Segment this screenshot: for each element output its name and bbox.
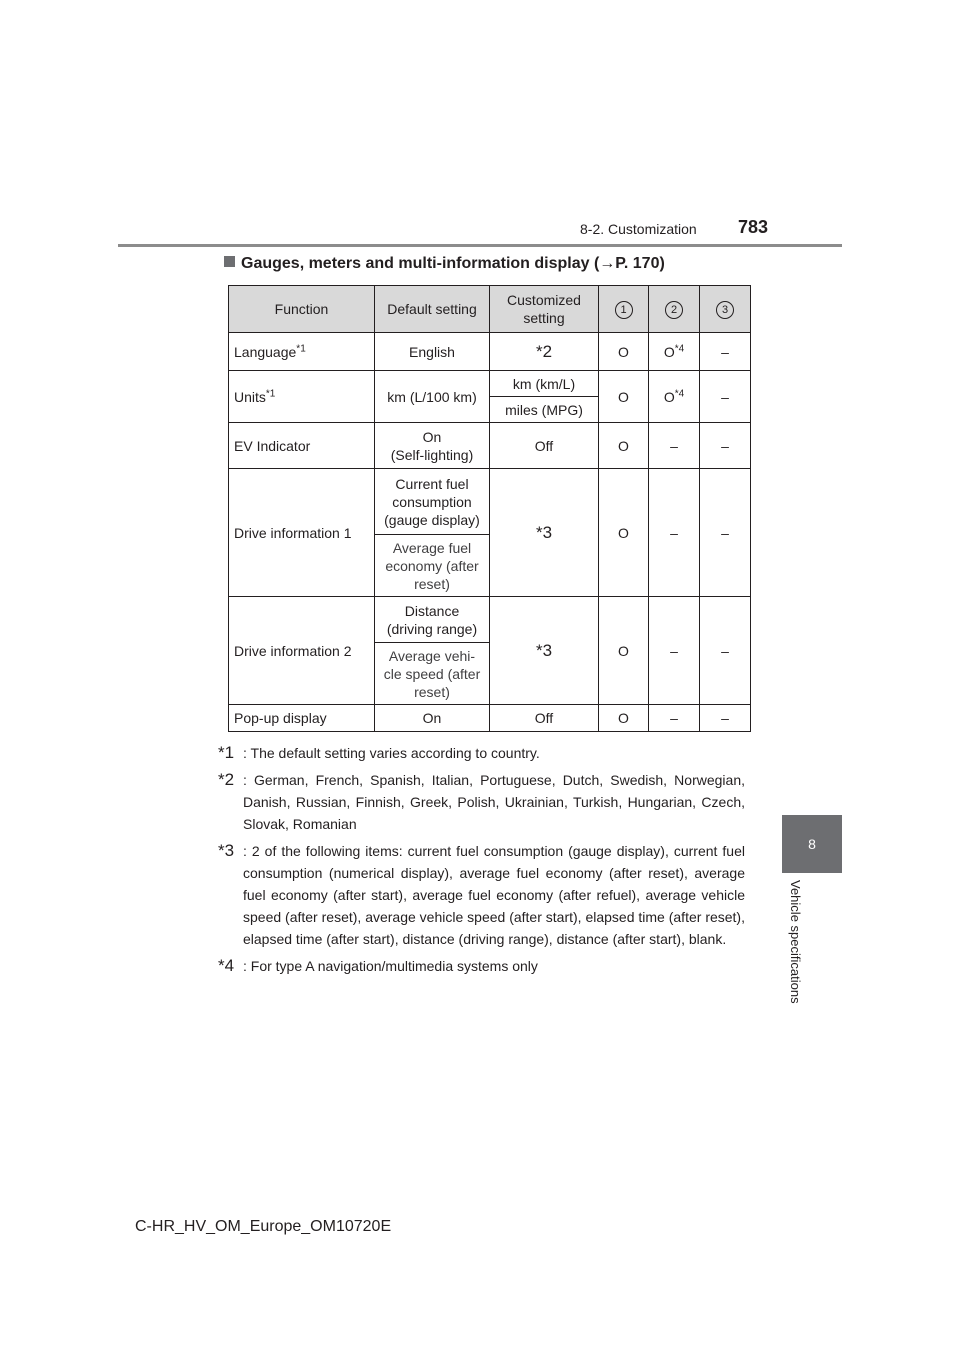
function-label: Units <box>234 388 266 405</box>
cell-value: O <box>663 388 675 405</box>
cell-default <box>375 643 490 705</box>
footnote-text: : 2 of the following items: current fuel consumption (gauge display), current fuel consumption (numerical display), average fuel economy (after reset), average fuel economy (after start), average fuel economy (after refuel), average vehicle speed (after reset), average vehicle speed (after start), elapsed time (after reset), elapsed time (after start), distance (driving range), distance (after start), blank. <box>243 843 745 947</box>
cell-line: (gauge display) <box>384 511 480 528</box>
cell-line: (driving range) <box>386 620 478 637</box>
heading-text: Gauges, meters and multi-information display ( <box>241 255 600 272</box>
cell-col-1: O <box>599 423 649 469</box>
cell-function <box>229 371 375 423</box>
header-col-2 <box>649 286 700 333</box>
cell-col-3: – <box>700 423 751 469</box>
table-row <box>229 469 751 535</box>
cell-line: reset) <box>414 575 450 592</box>
footnote-text: : For type A navigation/multimedia systems only <box>243 958 538 974</box>
cell-custom <box>490 597 599 705</box>
footnote-mark-text: *2 <box>218 770 235 789</box>
header-function: Function <box>229 286 375 333</box>
cell-default <box>375 597 490 643</box>
table-row <box>229 423 751 469</box>
footnote-mark <box>218 742 243 764</box>
cell-function: EV Indicator <box>229 423 375 469</box>
cell-custom: Off <box>490 423 599 469</box>
cell-line: consumption <box>392 493 472 510</box>
cell-col-1: O <box>599 333 649 371</box>
cell-line: economy (after <box>385 557 479 574</box>
footnotes <box>218 742 745 982</box>
cell-function: Pop-up display <box>229 705 375 732</box>
cell-line: cle speed (after <box>383 665 481 682</box>
footnote-ref: *1 <box>265 387 276 399</box>
header-section-title: 8-2. Customization <box>580 221 697 237</box>
footnote-ref: *4 <box>674 387 685 399</box>
circled-1-icon: 1 <box>615 301 633 319</box>
cell-default: km (L/100 km) <box>375 371 490 423</box>
section-heading <box>224 255 665 273</box>
cell-col-1: O <box>599 469 649 597</box>
cell-line: Average fuel <box>392 539 472 556</box>
footnote-ref: *1 <box>296 342 306 354</box>
cell-function: Drive information 2 <box>229 597 375 705</box>
table-header-row <box>229 286 751 333</box>
footnote-mark-text: *4 <box>218 956 235 975</box>
footnote-text: : German, French, Spanish, Italian, Portuguese, Dutch, Swedish, Norwegian, Danish, Russian, Finnish, Greek, Polish, Ukrainian, Turkish, Hungarian, Czech, Slovak, Romanian <box>243 772 745 832</box>
cell-default <box>375 423 490 469</box>
cell-default: English <box>375 333 490 371</box>
function-label: Language <box>234 343 297 360</box>
footnote <box>218 955 745 977</box>
table-row <box>229 333 751 371</box>
cell-col-1: O <box>599 705 649 732</box>
chapter-title: Vehicle specifications <box>788 880 803 1004</box>
cell-col-2 <box>649 333 700 371</box>
circled-3-icon: 3 <box>716 301 734 319</box>
cell-line: On <box>422 428 442 445</box>
footnote-mark <box>218 840 243 950</box>
footnote <box>218 742 745 764</box>
cell-default <box>375 535 490 597</box>
cell-col-2: – <box>649 597 700 705</box>
cell-line: Distance <box>404 602 460 619</box>
header-col-3 <box>700 286 751 333</box>
heading-page-ref: P. 170) <box>615 255 665 272</box>
cell-function: Drive information 1 <box>229 469 375 597</box>
cell-value: O <box>663 343 675 360</box>
table-row <box>229 597 751 643</box>
footnote-ref: *4 <box>674 342 685 354</box>
cell-line: Current fuel <box>395 475 469 492</box>
header-customized-setting: Customized setting <box>490 286 599 333</box>
cell-default <box>375 469 490 535</box>
header-col-1 <box>599 286 649 333</box>
cell-custom: km (km/L) <box>490 371 599 397</box>
table-row <box>229 371 751 397</box>
document-code: C-HR_HV_OM_Europe_OM10720E <box>135 1218 392 1235</box>
cell-col-2: – <box>649 423 700 469</box>
cell-col-2 <box>649 371 700 423</box>
footnote <box>218 840 745 950</box>
cell-col-1: O <box>599 597 649 705</box>
footnote-ref: *3 <box>535 522 553 542</box>
cell-custom <box>490 333 599 371</box>
cell-col-3: – <box>700 371 751 423</box>
arrow-icon: → <box>599 255 616 272</box>
header-rule <box>118 244 842 247</box>
cell-col-3: – <box>700 333 751 371</box>
cell-col-2: – <box>649 469 700 597</box>
heading-square-icon <box>224 256 235 267</box>
table-row <box>229 705 751 732</box>
cell-line: Average vehi- <box>388 647 476 664</box>
cell-line: (Self-lighting) <box>390 446 474 463</box>
footnote-mark-text: *1 <box>218 743 235 762</box>
cell-custom: Off <box>490 705 599 732</box>
cell-col-3: – <box>700 469 751 597</box>
footnote-mark <box>218 955 243 977</box>
footnote <box>218 769 745 835</box>
cell-col-3: – <box>700 705 751 732</box>
chapter-tab <box>782 815 842 873</box>
header-default-setting: Default setting <box>375 286 490 333</box>
footnote-ref: *3 <box>535 640 553 660</box>
footnote-text: : The default setting varies according to country. <box>243 745 540 761</box>
cell-custom <box>490 469 599 597</box>
cell-default: On <box>375 705 490 732</box>
cell-custom: miles (MPG) <box>490 397 599 423</box>
circled-2-icon: 2 <box>665 301 683 319</box>
page-number: 783 <box>738 217 769 237</box>
cell-function <box>229 333 375 371</box>
cell-col-3: – <box>700 597 751 705</box>
cell-col-1: O <box>599 371 649 423</box>
chapter-number: 8 <box>808 836 816 852</box>
footnote-mark-text: *3 <box>218 841 235 860</box>
settings-table <box>228 285 751 732</box>
footnote-mark <box>218 769 243 835</box>
cell-col-2: – <box>649 705 700 732</box>
cell-line: reset) <box>414 683 450 700</box>
footnote-ref: *2 <box>535 341 553 361</box>
